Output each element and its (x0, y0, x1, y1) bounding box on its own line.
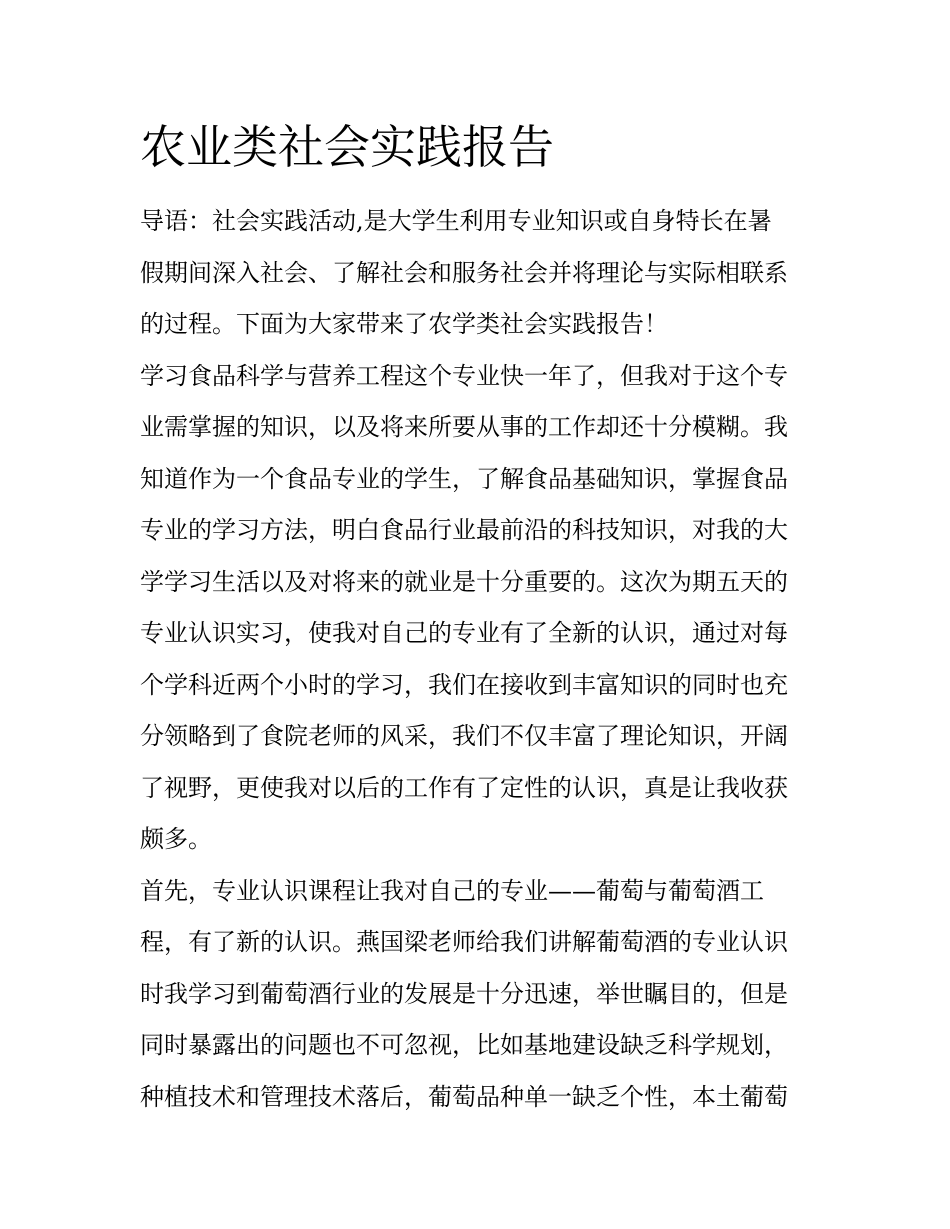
text-line: 学习食品科学与营养工程这个专业快一年了，但我对于这个专 (140, 361, 788, 390)
text-line: 分领略到了食院老师的风采，我们不仅丰富了理论知识，开阔 (140, 722, 788, 750)
text-line: 了视野，更使我对以后的工作有了定性的认识，真是让我收获 (140, 773, 788, 802)
text-line: 导语：社会实践活动,是大学生利用专业知识或自身特长在暑 (140, 207, 772, 235)
text-line: 种植技术和管理技术落后，葡萄品种单一缺乏个性，本土葡萄 (140, 1082, 788, 1111)
text-line: 专业的学习方法，明白食品行业最前沿的科技知识，对我的大 (140, 516, 788, 544)
text-line: 时我学习到葡萄酒行业的发展是十分迅速，举世瞩目的，但是 (140, 979, 788, 1008)
text-line: 知道作为一个食品专业的学生，了解食品基础知识，掌握食品 (140, 464, 788, 493)
text-line: 程，有了新的认识。燕国梁老师给我们讲解葡萄酒的专业认识 (140, 928, 788, 956)
text-line: 同时暴露出的问题也不可忽视，比如基地建设缺乏科学规划， (140, 1031, 788, 1059)
document-body (140, 196, 820, 1123)
text-line: 假期间深入社会、了解社会和服务社会并将理论与实际相联系 (140, 258, 788, 287)
text-line: 学学习生活以及对将来的就业是十分重要的。这次为期五天的 (140, 567, 788, 596)
text-line: 首先，专业认识课程让我对自己的专业——葡萄与葡萄酒工 (140, 876, 764, 905)
text-line: 专业认识实习，使我对自己的专业有了全新的认识，通过对每 (140, 619, 788, 647)
text-line: 业需掌握的知识，以及将来所要从事的工作却还十分模糊。我 (140, 413, 788, 441)
document-title: 农业类社会实践报告 (140, 120, 554, 174)
text-line: 个学科近两个小时的学习，我们在接收到丰富知识的同时也充 (140, 670, 788, 699)
text-line: 的过程。下面为大家带来了农学类社会实践报告！ (140, 310, 668, 338)
text-line: 颇多。 (140, 825, 212, 853)
